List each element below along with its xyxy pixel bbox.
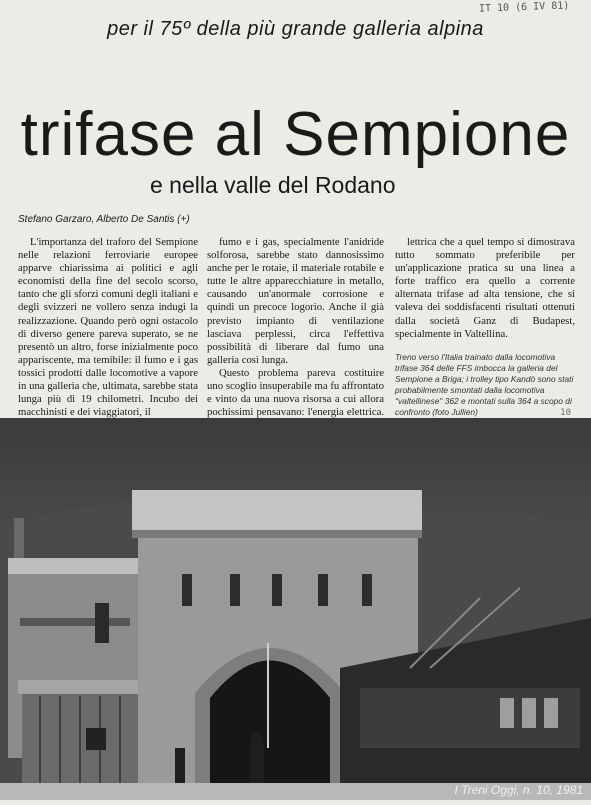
paragraph: L'importanza del traforo del Sempione nelle relazioni ferroviarie europee apparve chiarissima ai politici e agli economisti della fine del secolo scorso, tanto che gli sforzi comuni degli italiani e degli svizzeri ne vollero senza indugi la realizzazione. Quando però ogni ostacolo di diverso genere pareva superato, se ne presentò un altro, forse inizialmente poco appariscente, ma temibile: il fumo e i gas tossici prodotti dalle locomotive a vapore in una galleria che, ultimata, sarebbe stata lunga più di 19 chilometri. Incubo dei macchinisti e dei viaggiatori, il [18, 236, 198, 419]
paragraph: fumo e i gas, specialmente l'anidride solforosa, sarebbe stato dannosissimo anche per le rotaie, il materiale rotabile e tutte le altre apparecchiature in metallo, causando un'anormale corrosione e quindi un precoce logorio. Anche il già previsto impianto di ventilazione lasciava perplessi, circa l'effettiva possibilità di liberare dal fumo una galleria così lunga. [207, 236, 384, 366]
paragraph: lettrica che a quel tempo si dimostrava tutto sommato preferibile per un'applicazione pratica su una linea a forte traffico era quello a corrente alternata trifase ad alta tensione, che si valeva dei soddisfacenti risultati ottenuti dalla società Ganz di Budapest, specialmente in Valtellina. [395, 236, 575, 340]
article-kicker: per il 75º della più grande galleria alpina [107, 18, 484, 40]
tunnel-photograph [0, 418, 591, 800]
text-column-3 [395, 236, 575, 341]
paragraph: Questo problema pareva costituire uno scoglio insuperabile ma fu affrontato e vinto da una nuova risorsa a cui allora pochissimi pensavano: l'energia elettrica. [207, 366, 384, 419]
tunnel-photo-illustration [0, 418, 591, 800]
page-number: 10 [560, 408, 571, 418]
handwritten-note: IT 10 (6 IV 81) [478, 0, 570, 15]
article-title: trifase al Sempione [20, 99, 571, 169]
article-authors: Stefano Garzaro, Alberto De Santis (+) [18, 214, 190, 225]
article-subtitle: e nella valle del Rodano [150, 172, 396, 198]
text-column-1 [18, 236, 198, 419]
source-credit: I Treni Oggi, n. 10, 1981 [454, 783, 583, 797]
text-column-2 [207, 236, 384, 432]
photo-caption: Treno verso l'Italia trainato dalla locomotiva trifase 364 delle FFS imbocca la galleria del Sempione a Briga; i trolley tipo Kandò sono stati probabilmente smontati dalla locomotiva "valtellinese" 362 e montati sulla 364 a scopo di confronto (foto Jullien) [395, 352, 574, 417]
